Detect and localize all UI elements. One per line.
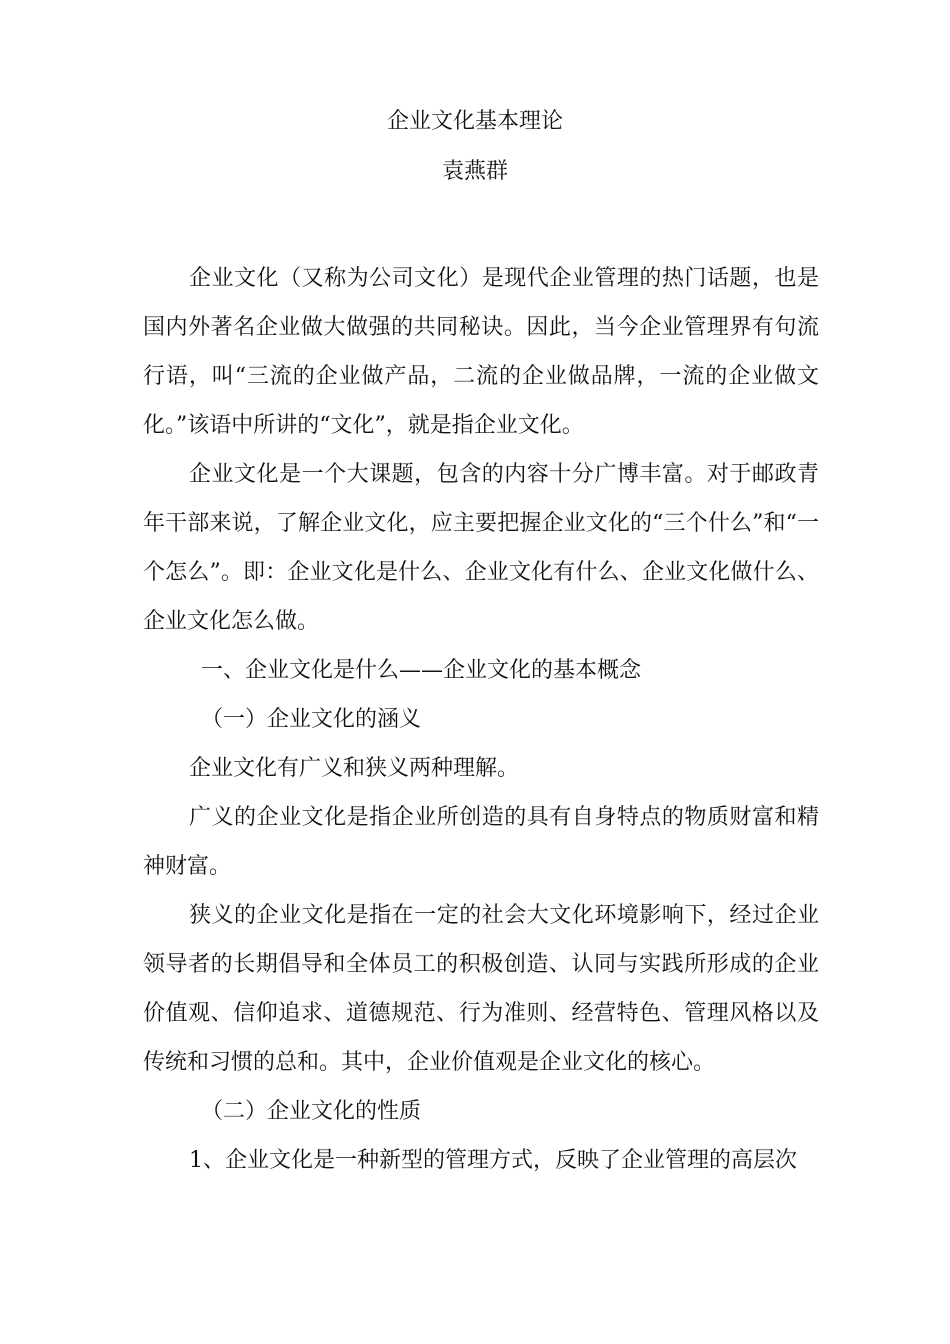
subsection-heading-2: （二）企业文化的性质 (201, 1099, 422, 1124)
subsection-heading-1: （一）企业文化的涵义 (201, 707, 422, 732)
document-title: 企业文化基本理论 (386, 109, 563, 134)
paragraph-broad-definition: 广义的企业文化是指企业所创造的具有自身特点的物质财富和精神财富。 (143, 805, 819, 879)
document-body (143, 254, 819, 1185)
paragraph-nature-1: 1、企业文化是一种新型的管理方式，反映了企业管理的高层次 (189, 1148, 797, 1173)
paragraph-two-meanings: 企业文化有广义和狭义两种理解。 (189, 756, 520, 781)
paragraph-intro: 企业文化（又称为公司文化）是现代企业管理的热门话题，也是国内外著名企业做大做强的共同秘诀。因此，当今企业管理界有句流行语，叫“三流的企业做产品，二流的企业做品牌，一流的企业做文化。”该语中所讲的“文化”，就是指企业文化。 (143, 266, 819, 438)
section-heading-1: 一、企业文化是什么——企业文化的基本概念 (201, 658, 642, 683)
paragraph-narrow-definition: 狭义的企业文化是指在一定的社会大文化环境影响下，经过企业领导者的长期倡导和全体员工的积极创造、认同与实践所形成的企业价值观、信仰追求、道德规范、行为准则、经营特色、管理风格以及传统和习惯的总和。其中，企业价值观是企业文化的核心。 (143, 903, 819, 1075)
paragraph-overview: 企业文化是一个大课题，包含的内容十分广博丰富。对于邮政青年干部来说，了解企业文化，应主要把握企业文化的“三个什么”和“一个怎么”。即：企业文化是什么、企业文化有什么、企业文化做什么、企业文化怎么做。 (143, 462, 819, 634)
document-author: 袁燕群 (441, 159, 508, 184)
